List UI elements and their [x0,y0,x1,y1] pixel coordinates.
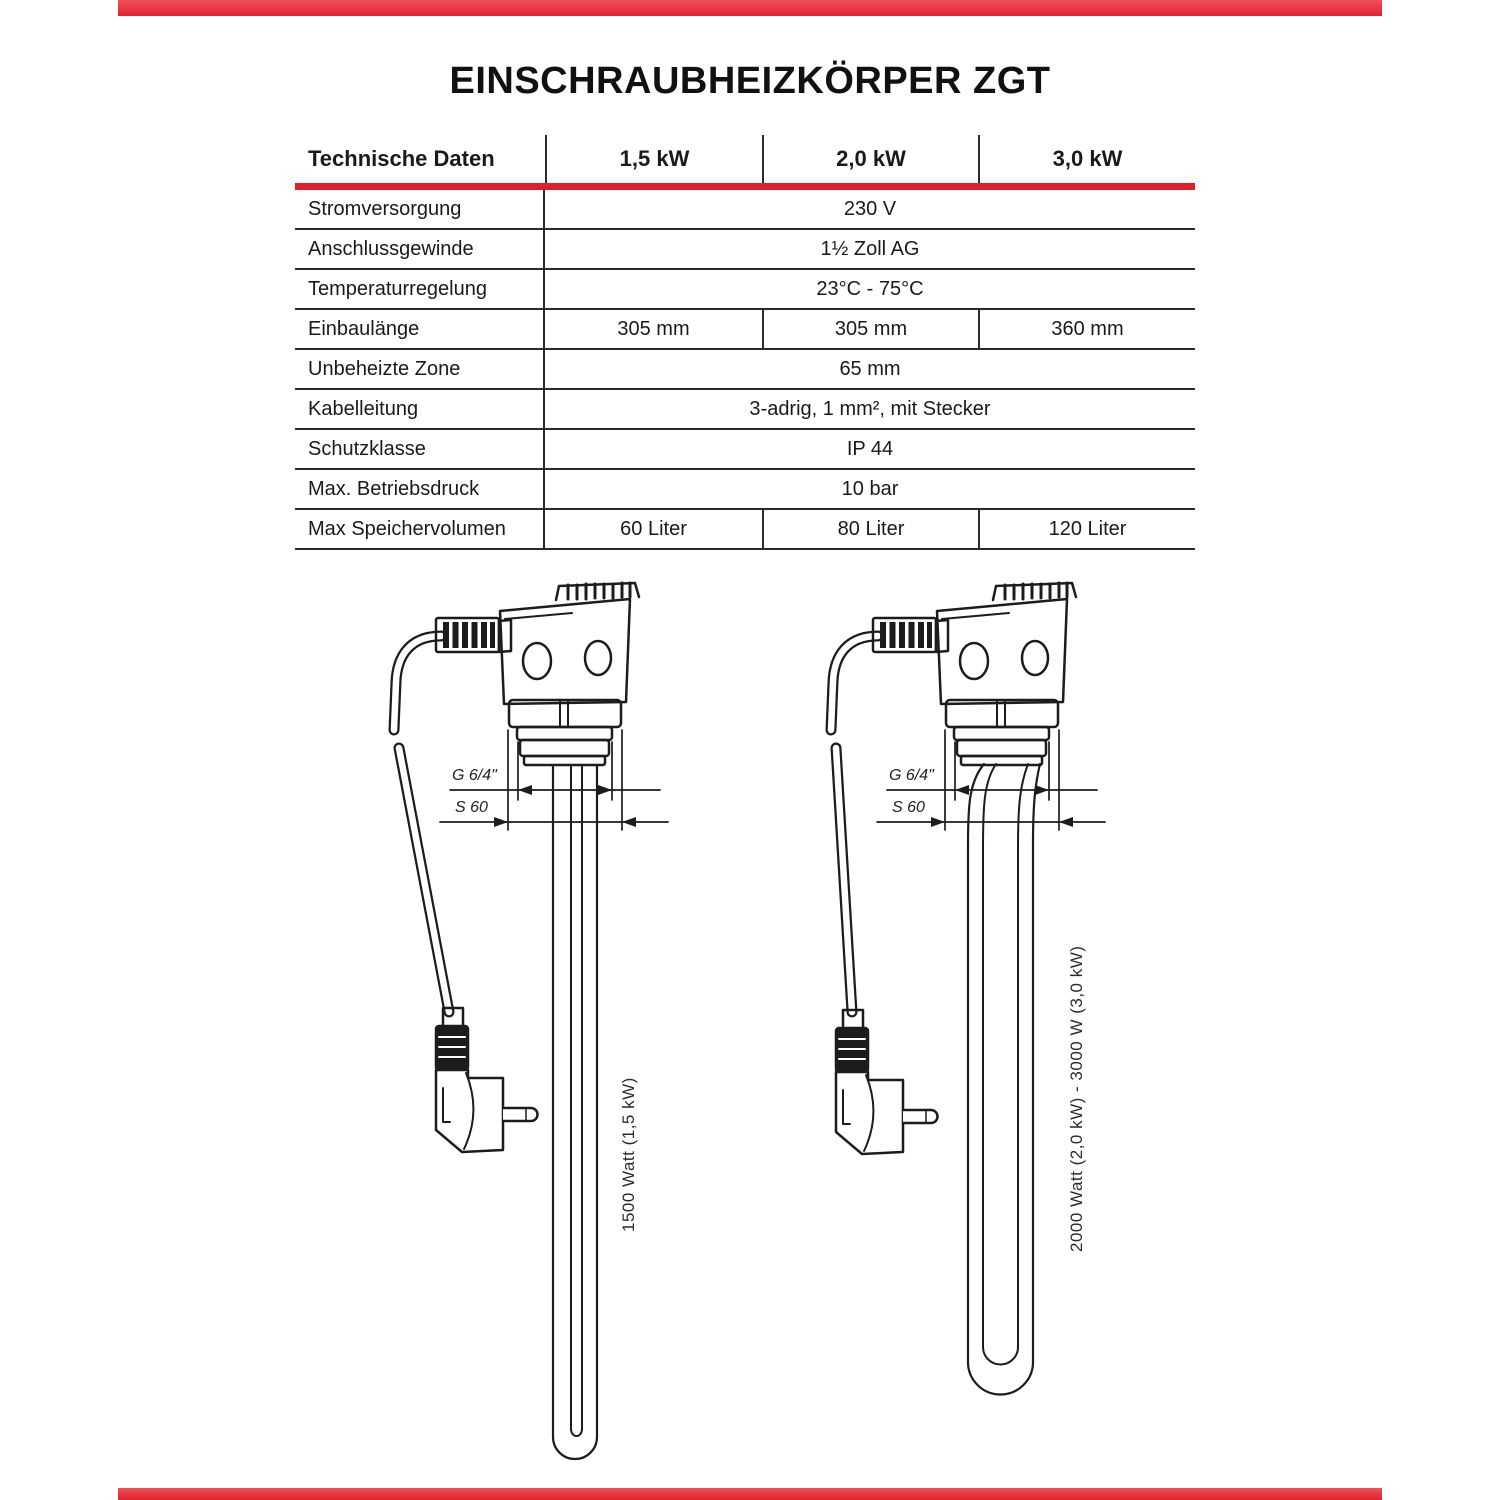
table-header-col-3: 3,0 kW [978,135,1195,183]
heater-drawing-right [831,583,1105,1395]
row-value: 1½ Zoll AG [820,237,920,260]
bottom-red-bar [118,1488,1382,1500]
heater-head [436,583,639,765]
row-label: Anschlussgewinde [295,230,545,268]
row-label: Kabelleitung [295,390,545,428]
table-header-col-2: 2,0 kW [762,135,978,183]
watt-rating-label: 2000 Watt (2,0 kW) - 3000 W (3,0 kW) [1067,945,1086,1252]
row-label: Max. Betriebsdruck [295,470,545,508]
thread-size-label: G 6/4" [889,767,934,784]
row-label: Schutzklasse [295,430,545,468]
row-value: 23°C - 75°C [816,277,924,300]
row-label: Stromversorgung [295,190,545,228]
table-header-col-1: 1,5 kW [545,135,762,183]
thread-size-label: G 6/4" [452,767,497,784]
row-value: 3-adrig, 1 mm², mit Stecker [749,397,991,420]
row-value: 360 mm [978,310,1195,348]
wrench-size-label: S 60 [892,799,925,816]
power-plug [836,1010,938,1154]
row-value: 120 Liter [978,510,1195,548]
table-header-label: Technische Daten [308,146,495,171]
row-label: Unbeheizte Zone [295,350,545,388]
row-value: 60 Liter [620,517,687,540]
row-value: 65 mm [839,357,901,380]
watt-rating-label: 1500 Watt (1,5 kW) [619,1077,638,1232]
wrench-size-label: S 60 [455,799,488,816]
row-value: 305 mm [617,317,690,340]
row-value: IP 44 [846,437,894,460]
heater-drawing-left [394,583,668,1459]
row-value: 230 V [843,197,897,220]
row-label: Einbaulänge [295,310,545,348]
row-value: 80 Liter [762,510,978,548]
page-title: EINSCHRAUBHEIZKÖRPER ZGT [449,60,1051,102]
row-value: 10 bar [841,477,899,500]
row-label: Max Speichervolumen [295,510,545,548]
heater-head [873,583,1076,765]
row-label: Temperaturregelung [295,270,545,308]
power-plug [436,1008,538,1152]
row-value: 305 mm [762,310,978,348]
